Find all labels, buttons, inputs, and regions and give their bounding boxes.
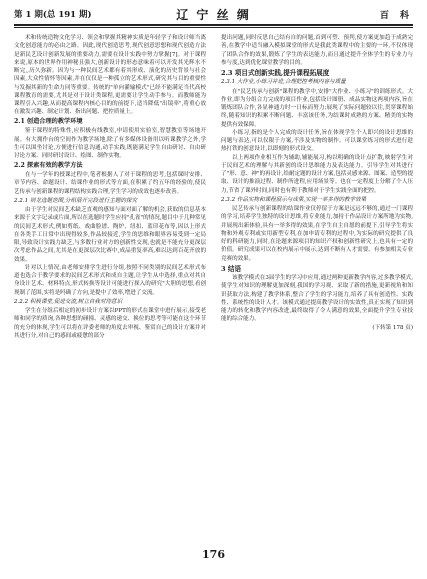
section-label: 百 科 bbox=[379, 11, 413, 21]
paragraph: 针对以上情况,由老师安排学生进行分组,按照不同类别的民间艺术形式布道也选合于教学要求的民间艺术形式和成自主题,让学生从中选择,重点对其自身设计艺术、材料特点,形式转换等设计可能进行探入的研究"大胆的思想,看创现制了范围,实将是吗确了方向,是提中了效率,增进了交流。 bbox=[14, 264, 206, 296]
section-heading: 2.1 创造合理的教学环境 bbox=[14, 118, 83, 125]
section-heading: 2.3 项目式创新实践,提升课程拓展度 bbox=[221, 69, 330, 77]
right-column bbox=[221, 34, 413, 332]
subsection-heading: 2.3.2 作品实物和课程展示与成果,实现一举多得的教学效果 bbox=[221, 196, 367, 203]
section-heading: 3 结语 bbox=[221, 264, 242, 273]
paragraph: 术和传统造物文化学习、领会和掌握其精神实质是年轻学子和设计师当离文化创意能力的必由之路。因此,现代创造思考,现代创意思想和现代创造方法是新民艺设计创新发展的重要动力,需要在设计实践中努力掌握[7]。对于课程来说,原本的世界作用神秘且强大,创新设计的形态意味着可以开发其光辉水不断完,,历久弥新。因为与一种民间艺术都有着其形成、演化的历史背景与社会因素,大众性情怀等因素,并在仅仅是一种孤立的艺术形式,研究其与目的重要性与发掘其新的生命力同等重要。传统的"单向灌输模式"已经不能满足当代高校课程教育的需要,尤其是对于设计类课程,更需要让学生动手参与。而教师能为课程引入兴趣,从而提高课程内核心目的的前提下,适当降低"出镜率",将重心放在激发兴趣、制定计划、指出问题、把控质量上。 bbox=[14, 35, 206, 116]
header-rule-thin bbox=[14, 27, 413, 28]
section-heading: 2.2 探索有效的教学方法 bbox=[14, 161, 83, 169]
continued-note: (下转第 178 页) bbox=[372, 324, 413, 331]
subsection-heading: 2.3.1 大作业,小练习并进,合理把控考核内容与质量 bbox=[221, 79, 346, 86]
paragraph: 由于学生对民间艺术缺乏直观的感知与面对面了解的机会,获取的信息基本来源于文字记录或片面,所以在选题时学生应持"孔雀"的情况,题目中于几种常见的民间艺术形式,例如剪纸、戏曲脸谱、陶炉、纽扣、蓝印花布等,因以上形式在各类手工日常中出现得较多,作品较接近,学生的思维和眼界容易受到一定局限,导致设计实践力缺乏,与多数行业对方的创新性交现,也就是不能充分更深层次考虑作品之间,尤其是在更深层次比赛中,成品重复率高,难以达到百花齐放的效果。 bbox=[14, 207, 206, 263]
issue-number: 第 1 期(总 191 期) bbox=[14, 10, 92, 20]
paragraph: 在"民艺传承与创新"课程的教学中,安排"大作业、小练习"的训练形式。大作业,即为分组合力完成的项目作业,包括设计图册、成品实物这两项内容,旨在锻炼团队合作,各显神通力时一日标而努力;展现了实际问题较以往,贯穿课程始终,随着知识的积累不断问题、丰富该任务,为结课时成熟的方案、精美的实物提供有效保障。 bbox=[221, 88, 413, 128]
subsection-heading: 2.2.2 积极课堂,促进交流,树立自我对待意识 bbox=[14, 298, 123, 305]
paragraph: 学生在分组后相定的初步设计方案以PPT的形式在课堂中进行展示,接受老师和同学的质询,各种思想的碰撞、灵感的递交、换位的思考等可能在这个环节的充分的体现,学生可以将在评委老师的角度去审视、鉴赏自己的设计方案并对其进行分,对自己的惑间或疲惫的部分 bbox=[14, 308, 206, 339]
paragraph: 民艺传承与创新课程的结课作业仅停留于方案是远远不够的,通过一门课程的学习,培养学生独特的设计思维,将专业能力,加持于作品设计方案所地为实物,并展现出新体验,具有一举多得的效果,在学生自主自愿的前提下,引导学生将实物和外观专利或实用新型专利,在加申请专利的过程中,为实际的研究提供了良好的科研能力,同时,在论题来源项目的知识产权和创新性研究上,也具有一定的价值。研究成果可以在校内展示中展示,达到不断有人才需要、有参加相关专业竞赛的效果。 bbox=[221, 206, 413, 262]
subsection-heading: 2.2.1 则龙选题范围,分组展开完段进行主题的探究 bbox=[14, 197, 138, 204]
header-rule bbox=[14, 24, 413, 26]
journal-title: 辽 宁 丝 绸 bbox=[176, 8, 251, 22]
paragraph: 提出问题,同时反思自己结有自的问题,首到可塑、预判,使方案更加趋于成熟完善,在教学中适当融入模拟课堂的形式是我此类课程中的主要的一环,不仅体现了团队合作的效果,锻炼了学生的表达能力,而且通过提升全体学生的专业力与参与度,达到优化课堂教学的目的。 bbox=[221, 35, 413, 66]
paragraph: 该教学模式在3届学生的学习中应用,通过两种更新教学内容,过多教学模式,使学生对知识的理解更加深刻,我国的学习观、采取了新的措施,更新视角和知识获取方法,构建了教学体系,整合了学生的学习能力,培养了具有创造性、实践性、系统性的设计人才。该模式通过提高教学设计的实效性,真正实现了知识到能力的转化和教学内容改进,最终取得了令人满意的效果,全面提升学生专业技能的综合能力。 bbox=[221, 275, 413, 323]
left-column bbox=[14, 34, 206, 340]
paragraph: 鉴于课程的特殊性,应积极有线教室,申请使用实验室,智慧教室等场地开展。有大拥作台的空间作为教学场地,除了有多媒体设备用以听课教学之外,学生可以围坐讨论,方便进行信息沟通,动手实践,既能满足学生自由研讨、自由研讨论方案、同时研讨设计、绘图、制作实物。 bbox=[14, 128, 206, 159]
paragraph: 小练习,指的是个人完成的设计任务,旨在体现学生个人即兴的设计思维的问题与表达,可以仅限于方案,不涉及实物的制作。可以课堂练习的形式进行趁热打铁的创意设计,以即刻的形式设交。 bbox=[221, 129, 413, 153]
page-header bbox=[14, 6, 413, 24]
paragraph: 在与一学年的授课过程中,笔者根据人了对于课程的思考,包括课时安排、章节内容、命题设计、结课作业的形式等方面,在积累了约五年的经验的,使民艺传承与创新课程的课程结构实践合理,学生学习的成效也逐步改善。 bbox=[14, 172, 206, 195]
page-number: 176 bbox=[202, 548, 225, 561]
paragraph: 以上两项作业相互作为辅助,辅能展习,构以明确的设计点扩散,映射学生对于民间艺术的理解与其新创的设计思维能力及表达能力。引导学生对其进行了"形、意、神"的再设计,给耐定题的设计方案,包括灵感来源、图案、造型的提取、设计的推演过程、制作所进程,应用场景等。也在一定程度上分解了个人压力,节省了课外时间,同时也有利于教师对于学生实践全面的把控。 bbox=[221, 154, 413, 194]
